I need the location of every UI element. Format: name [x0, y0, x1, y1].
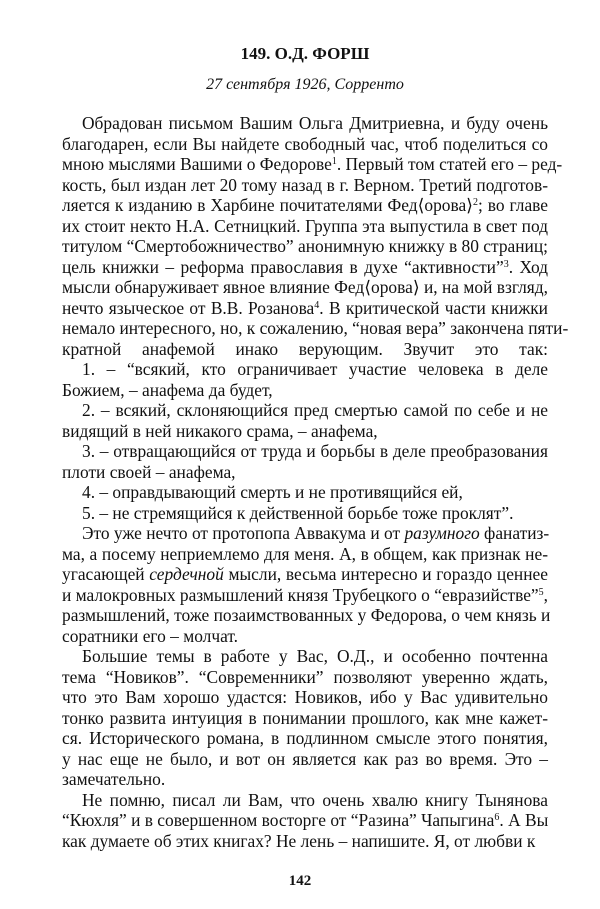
text-run: ; во главе [477, 195, 548, 215]
text-line [62, 195, 548, 216]
text-line [62, 749, 548, 770]
text-run: как думаете об этих книгах? Не лень – напишите. Я, от любви к [62, 830, 536, 851]
text-line [62, 277, 548, 298]
text-run: . Первый том статей его – ред- [336, 154, 563, 174]
text-run: 3. – отвращающийся от труда и борьбы в деле преобразования [82, 441, 548, 461]
text-run: мною мыслями Вашими о Федорове [62, 154, 332, 174]
text-run: видящий в ней никакого срама, – анафема, [62, 420, 378, 441]
text-run: ляется к изданию в Харбине почитателями Фед⟨орова⟩ [62, 195, 473, 215]
text-line [62, 544, 548, 565]
text-run: кратной анафемой инако верующим. Звучит это так: [62, 338, 548, 359]
text-run: мысли обнаруживает явное влияние Фед⟨орова⟩ и, на мой взгляд, [62, 277, 548, 297]
text-run: угасающей [62, 564, 150, 584]
text-run: 4. – оправдывающий смерть и не противящийся ей, [82, 482, 463, 502]
text-line [62, 626, 548, 647]
text-line [62, 134, 548, 155]
text-line [62, 523, 548, 544]
text-run: и малокровных размышлений князя Трубецкого о “евразийстве” [62, 584, 539, 605]
footnote-ref: 1 [331, 156, 337, 167]
text-run: 2. – всякий, склоняющийся пред смертью самой по себе и не [82, 400, 548, 420]
letter-body [62, 113, 569, 851]
letter-heading: 149. О.Д. ФОРШ [240, 44, 370, 63]
text-run: разумного [404, 523, 480, 543]
text-run: замечательно. [62, 769, 166, 789]
text-run: ма, а посему неприемлемо для меня. А, в общем, как признак не- [62, 543, 548, 564]
text-run: 5. – не стремящийся к действенной борьбе тоже проклят”. [82, 502, 514, 523]
text-run: Божием, – анафема да будет, [62, 379, 273, 400]
text-line [62, 154, 563, 175]
text-run: немало интересного, но, к сожалению, “новая вера” закончена пяти- [62, 318, 569, 338]
text-run: кость, был издан лет 20 тому назад в г. Верном. Третий подготов- [62, 174, 548, 195]
text-run: их стоит некто Н.А. Сетницкий. Группа эта выпустила в свет под [62, 215, 548, 236]
text-line [62, 236, 548, 257]
text-run: тонко развита интуиция в понимании прошлого, как мне кажет- [62, 707, 548, 728]
text-line [62, 216, 548, 237]
letter-dateline: 27 сентября 1926, Сорренто [206, 76, 404, 93]
text-run: сердечной [149, 564, 224, 584]
text-line [62, 339, 548, 360]
text-run: размышлений, тоже позаимствованных у Федорова, о чем князь и [62, 605, 551, 625]
text-line [62, 359, 548, 380]
text-line [62, 646, 548, 667]
text-run: Обрадован письмом Вашим Ольга Дмитриевна, и буду очень [82, 113, 548, 133]
text-run: Большие темы в работе у Вас, О.Д., и особенно почтенна [82, 646, 548, 666]
text-run: плоти своей – анафема, [62, 461, 236, 482]
text-run: 1. – “всякий, кто ограничивает участие человека в деле [82, 359, 548, 379]
text-run: Не помню, писал ли Вам, что очень хвалю книгу Тынянова [82, 789, 548, 810]
text-line [62, 810, 548, 831]
text-line [62, 769, 548, 790]
footnote-ref: 3 [503, 258, 509, 270]
text-line [62, 708, 548, 729]
text-run: фанатиз- [479, 523, 550, 543]
text-line [62, 257, 548, 278]
text-run: тема “Новиков”. “Современники” позволяют уверенно ждать, [62, 666, 548, 687]
text-line [62, 831, 548, 852]
text-line [62, 441, 548, 462]
text-run: благодарен, если Вы найдете свободный час, чтоб поделиться со [62, 133, 548, 154]
text-run: Это уже нечто от протопопа Аввакума и от [82, 523, 405, 543]
document-page [62, 44, 569, 851]
text-run: нечто языческое от В.В. Розанова [62, 297, 315, 318]
text-run: мысли, весьма интересно и гораздо ценнее [223, 564, 548, 584]
text-line [62, 790, 548, 811]
text-line [62, 380, 548, 401]
text-run: . Ход [508, 256, 549, 277]
text-line [62, 298, 548, 319]
text-run: соратники его – молчат. [62, 625, 239, 646]
text-line [62, 728, 548, 749]
text-line [62, 482, 548, 503]
footnote-ref: 6 [494, 812, 500, 823]
text-line [62, 503, 548, 524]
text-line [62, 605, 551, 626]
footnote-ref: 5 [538, 586, 544, 598]
text-line [62, 564, 548, 585]
text-line [62, 687, 548, 708]
text-line [62, 421, 548, 442]
text-run: цель книжки – реформа православия в духе “активности” [62, 256, 504, 277]
text-line [62, 462, 548, 483]
text-line [62, 667, 548, 688]
text-line [62, 175, 548, 196]
text-line [62, 400, 548, 421]
page-number: 142 [288, 873, 312, 889]
text-run: . В критической части книжки [319, 297, 548, 318]
text-run: ся. Исторического романа, в подлинном смысле этого понятия, [62, 728, 548, 748]
footnote-ref: 2 [472, 197, 478, 208]
text-run: титулом “Смертобожничество” анонимную книжку в 80 страниц; [62, 236, 548, 256]
text-run: у нас еще не было, и вот он является как раз во время. Это – [62, 748, 548, 769]
text-run: , [543, 584, 548, 605]
text-line [62, 585, 548, 606]
text-line [62, 113, 548, 134]
footnote-ref: 4 [314, 299, 320, 311]
text-line [62, 318, 569, 339]
text-run: . А Вы [499, 810, 549, 830]
text-run: что это Вам хорошо удастся: Новиков, ибо у Вас удивительно [62, 687, 548, 707]
text-run: “Кюхля” и в совершенном восторге от “Разина” Чапыгина [62, 810, 495, 830]
